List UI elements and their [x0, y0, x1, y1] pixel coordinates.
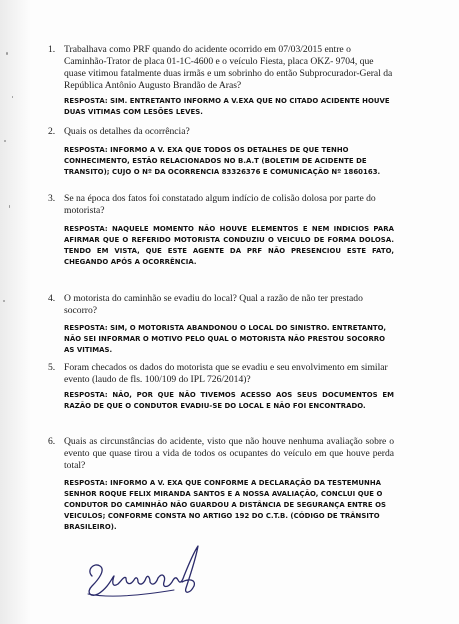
scan-speck: [9, 205, 10, 208]
question-text: Quais as circunstâncias do acidente, visto que não houve nenhuma avaliação sobre o evento que quase tirou a vida de todos os ocupantes do veículo em que houve perda total?: [64, 436, 394, 471]
scan-speck: [6, 52, 8, 55]
question-text: Quais os detalhes da ocorrência?: [64, 126, 190, 137]
qa-item-2: [48, 126, 394, 178]
qa-item-4: [48, 293, 394, 356]
question-number: 6.: [48, 436, 56, 447]
question-number: 1.: [48, 44, 56, 55]
scan-speck: [12, 96, 13, 98]
answer-6: RESPOSTA: INFORMO A V. EXA QUE CONFORME A DECLARAÇÃO DA TESTEMUNHA SENHOR ROQUE FELIX MIRANDA SANTOS E A NOSSA AVALIAÇÃO, CONCLUI QUE O CONDUTOR DO CAMINHÃO NÃO GUARDOU A DISTÂNCIA DE SEGURANÇA ENTRE OS VEICULOS; CONFORME CONSTA NO ARTIGO 192 DO C.T.B. (CÓDIGO DE TRÂNSITO BRASILEIRO).: [64, 479, 387, 531]
answer-5: RESPOSTA: NÃO, POR QUE NÃO TIVEMOS ACESSO AOS SEUS DOCUMENTOS EM RAZÃO DE QUE O CONDUTOR EVADIU-SE DO LOCAL E NÃO FOI ENCONTRADO.: [64, 391, 394, 410]
question-6: [48, 436, 394, 472]
question-text: O motorista do caminhão se evadiu do local? Qual a razão de não ter prestado socorro?: [64, 293, 363, 316]
question-2: [48, 126, 394, 138]
question-3: [48, 193, 394, 217]
qa-item-6: [48, 436, 394, 533]
answer-3: RESPOSTA: NAQUELE MOMENTO NÃO HOUVE ELEMENTOS E NEM INDICIOS PARA AFIRMAR QUE O REFERIDO MOTORISTA CONDUZIU O VEICULO DE FORMA DOLOSA. TENDO EM VISTA, QUE ESTE AGENTE DA PRF NÃO PRESENCIOU ESTE FATO, CHEGANDO APÓS A OCORRÊNCIA.: [64, 225, 394, 266]
scan-speck: [4, 140, 6, 142]
question-number: 5.: [48, 362, 56, 373]
question-4: [48, 293, 394, 317]
question-5: [48, 362, 394, 386]
qa-item-1: [48, 44, 394, 118]
question-text: Se na época dos fatos foi constatado algum indício de colisão dolosa por parte do motorista?: [64, 193, 376, 216]
question-1: [48, 44, 394, 92]
scan-shadow-edge: [0, 0, 34, 624]
answer-2: RESPOSTA: INFORMO A V. EXA QUE TODOS OS DETALHES DE QUE TENHO CONHECIMENTO, ESTÃO RELACIONADOS NO B.A.T (BOLETIM DE ACIDENTE DE TRANSITO); CUJO O Nº DA OCORRENCIA 83326376 E COMUNICAÇÃO Nº 1860163.: [64, 146, 381, 176]
scan-speck: [3, 300, 5, 302]
question-number: 4.: [48, 293, 56, 304]
question-number: 2.: [48, 126, 56, 137]
question-number: 3.: [48, 193, 56, 204]
answer-4: RESPOSTA: SIM, O MOTORISTA ABANDONOU O LOCAL DO SINISTRO. ENTRETANTO, NÃO SEI INFORMAR O MOTIVO PELO QUAL O MOTORISTA NÃO PRESTOU SOCORRO AS VITIMAS.: [64, 324, 387, 354]
qa-item-5: [48, 362, 394, 412]
question-text: Trabalhava como PRF quando do acidente ocorrido em 07/03/2015 entre o Caminhão-Trator de placa 01-1C-4600 e o veículo Fiesta, placa OKZ- 9704, que quase vitimou fatalmente duas irmãs e um sobrinho do então Subprocurador-Geral da República Antônio Augusto Brandão de Aras?: [64, 44, 393, 91]
question-text: Foram checados os dados do motorista que se evadiu e seu envolvimento em similar evento (laudo de fls. 100/109 do IPL 726/2014)?: [64, 362, 388, 385]
answer-1: RESPOSTA: SIM. ENTRETANTO INFORMO A V.EXA QUE NO CITADO ACIDENTE HOUVE DUAS VITIMAS COM LESÕES LEVES.: [64, 97, 390, 116]
handwritten-signature: [78, 536, 218, 606]
qa-item-3: [48, 193, 394, 268]
